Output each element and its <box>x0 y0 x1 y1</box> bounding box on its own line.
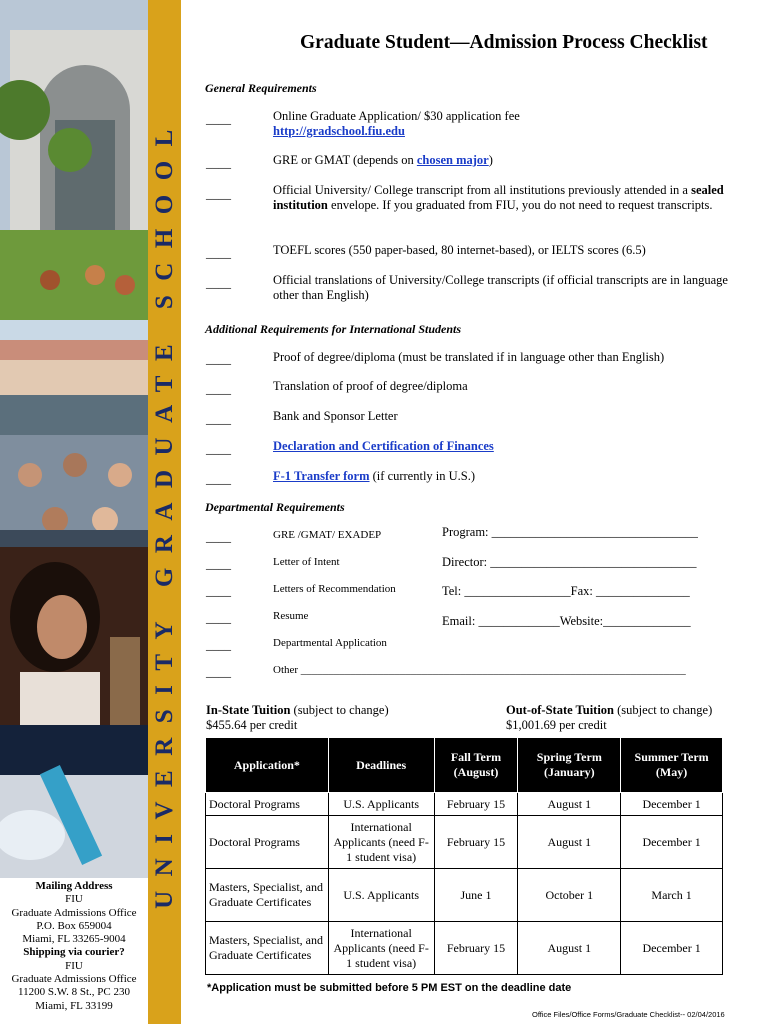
table-cell: Masters, Specialist, and Graduate Certificates <box>206 869 329 922</box>
departmental-heading: Departmental Requirements <box>205 500 345 514</box>
table-header: Deadlines <box>328 738 434 793</box>
checkbox-line[interactable]: ____ <box>206 187 231 201</box>
table-row <box>206 793 723 816</box>
footnote: *Application must be submitted before 5 PM EST on the deadline date <box>207 982 572 994</box>
instate-note: (subject to change) <box>290 703 389 717</box>
checkbox-line[interactable]: ____ <box>206 530 231 544</box>
outstate-note: (subject to change) <box>614 703 713 717</box>
dept-item: Letters of Recommendation <box>273 583 396 595</box>
checkbox-line[interactable]: ____ <box>206 557 231 571</box>
email-website-field[interactable]: Email: _____________Website:______________ <box>442 614 691 628</box>
program-field[interactable]: Program: _________________________________ <box>442 525 698 539</box>
sidebar-banner-text: UNIVERSITY GRADUATE SCHOOL <box>150 115 178 909</box>
table-cell: International Applicants (need F-1 student visa) <box>328 816 434 869</box>
f1-transfer-link[interactable]: F-1 Transfer form <box>273 469 370 483</box>
general-item-toefl: TOEFL scores (550 paper-based, 80 internet-based), or IELTS scores (6.5) <box>273 243 646 257</box>
intl-item-declaration <box>273 439 733 454</box>
table-header: Summer Term (May) <box>621 738 723 793</box>
checkbox-line[interactable]: ____ <box>206 412 231 426</box>
dept-item: GRE /GMAT/ EXADEP <box>273 529 382 541</box>
table-header: Spring Term (January) <box>518 738 621 793</box>
checkbox-line[interactable]: ____ <box>206 611 231 625</box>
table-cell: December 1 <box>621 922 723 975</box>
checkbox-line[interactable]: ____ <box>206 584 231 598</box>
general-item-gre <box>273 153 733 168</box>
dept-item: Departmental Application <box>273 637 387 649</box>
item-text: ) <box>488 153 493 167</box>
table-cell: October 1 <box>518 869 621 922</box>
intl-item-translation: Translation of proof of degree/diploma <box>273 379 468 393</box>
lab-test-tube-photo <box>0 725 148 878</box>
outstate-tuition <box>506 703 712 733</box>
checkbox-line[interactable]: ____ <box>206 352 231 366</box>
instate-label: In-State Tuition <box>206 703 291 717</box>
checkbox-line[interactable]: ____ <box>206 472 231 486</box>
table-cell: U.S. Applicants <box>328 869 434 922</box>
item-text: GRE or GMAT (depends on <box>273 153 417 167</box>
courier-heading: Shipping via courier? <box>23 946 125 959</box>
outstate-label: Out-of-State Tuition <box>506 703 615 717</box>
general-heading: General Requirements <box>205 81 317 95</box>
table-cell: December 1 <box>621 816 723 869</box>
mailing-address <box>0 880 148 1013</box>
dept-item: Resume <box>273 610 309 622</box>
table-cell: March 1 <box>621 869 723 922</box>
intl-item-bank: Bank and Sponsor Letter <box>273 409 398 423</box>
checkbox-line[interactable]: ____ <box>206 112 231 126</box>
mailing-line: FIU <box>65 893 83 906</box>
checkbox-line[interactable]: ____ <box>206 442 231 456</box>
outstate-value: $1,001.69 per credit <box>506 718 607 732</box>
table-row <box>206 869 723 922</box>
general-item-application <box>273 109 733 139</box>
table-cell: Masters, Specialist, and Graduate Certificates <box>206 922 329 975</box>
table-cell: December 1 <box>621 793 723 816</box>
table-row <box>206 816 723 869</box>
campus-lake-photo <box>0 320 148 435</box>
mailing-line: P.O. Box 659004 <box>36 919 112 932</box>
classroom-students-photo <box>0 435 148 547</box>
table-cell: Doctoral Programs <box>206 793 329 816</box>
checkbox-line[interactable]: ____ <box>206 638 231 652</box>
table-header: Fall Term (August) <box>434 738 518 793</box>
instate-value: $455.64 per credit <box>206 718 298 732</box>
checkbox-line[interactable]: ____ <box>206 276 231 290</box>
table-cell: June 1 <box>434 869 518 922</box>
item-text: Official University/ College transcript from all institutions previously attended in a <box>273 183 692 197</box>
table-cell: February 15 <box>434 922 518 975</box>
tel-fax-field[interactable]: Tel: _________________Fax: _______________ <box>442 584 690 598</box>
instate-tuition <box>206 703 389 733</box>
photo-collage <box>0 0 148 878</box>
courier-line: 11200 S.W. 8 St., PC 230 <box>18 986 130 999</box>
table-cell: August 1 <box>518 793 621 816</box>
table-row <box>206 922 723 975</box>
table-cell: International Applicants (need F-1 student visa) <box>328 922 434 975</box>
dept-other-field[interactable]: Other ______________________________________________________________________ <box>273 664 686 676</box>
sidebar-banner <box>148 0 181 1024</box>
checkbox-line[interactable]: ____ <box>206 246 231 260</box>
mailing-line: Graduate Admissions Office <box>11 906 137 919</box>
page-title: Graduate Student—Admission Process Checklist <box>300 32 708 53</box>
courier-line: Miami, FL 33199 <box>35 999 113 1012</box>
courier-line: Graduate Admissions Office <box>11 973 137 986</box>
gradschool-link[interactable]: http://gradschool.fiu.edu <box>273 124 405 138</box>
courier-line: FIU <box>65 959 83 972</box>
table-cell: August 1 <box>518 816 621 869</box>
checkbox-line[interactable]: ____ <box>206 156 231 170</box>
general-item-translations: Official translations of University/College transcripts (if official transcripts are in language other than English) <box>273 273 728 302</box>
table-header: Application* <box>206 738 329 793</box>
deadlines-table <box>205 737 723 975</box>
table-cell: August 1 <box>518 922 621 975</box>
table-cell: Doctoral Programs <box>206 816 329 869</box>
chosen-major-link[interactable]: chosen major <box>416 153 489 167</box>
table-cell: February 15 <box>434 793 518 816</box>
item-text: envelope. If you graduated from FIU, you do not need to request transcripts. <box>327 198 713 212</box>
item-bold: sealed institution <box>273 183 724 212</box>
table-header-row <box>206 738 723 793</box>
item-text: Online Graduate Application/ $30 application fee <box>273 109 520 123</box>
mailing-line: Miami, FL 33265-9004 <box>22 933 126 946</box>
general-item-transcript <box>273 183 733 213</box>
intl-item-proof: Proof of degree/diploma (must be translated if in language other than English) <box>273 350 665 364</box>
intl-item-f1 <box>273 469 733 484</box>
item-text: (if currently in U.S.) <box>369 469 476 483</box>
international-heading: Additional Requirements for International Students <box>205 322 462 336</box>
campus-building-photo <box>0 0 148 320</box>
mailing-heading: Mailing Address <box>35 880 113 892</box>
checkbox-line[interactable]: ____ <box>206 382 231 396</box>
declaration-link[interactable]: Declaration and Certification of Finances <box>273 439 494 453</box>
table-cell: February 15 <box>434 816 518 869</box>
footer-path: Office Files/Office Forms/Graduate Checklist-- 02/04/2016 <box>532 1010 725 1019</box>
dept-item: Letter of Intent <box>273 556 340 568</box>
checkbox-line[interactable]: ____ <box>206 665 231 679</box>
student-lab-photo <box>0 547 148 725</box>
table-cell: U.S. Applicants <box>328 793 434 816</box>
director-field[interactable]: Director: _________________________________ <box>442 555 697 569</box>
